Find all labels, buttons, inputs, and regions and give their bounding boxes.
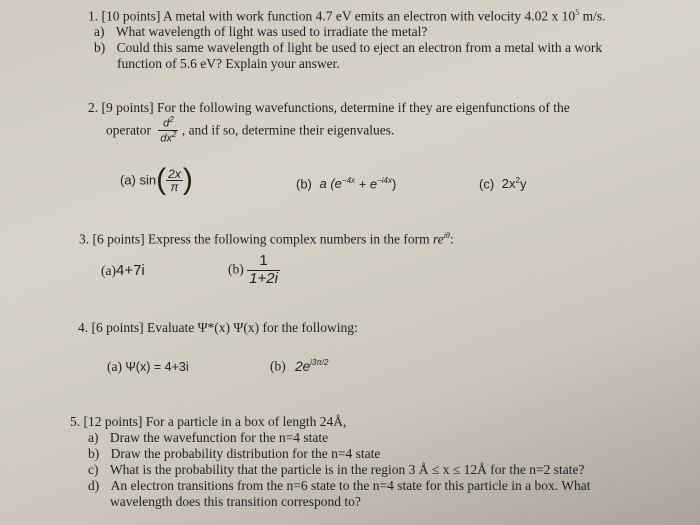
q5-d-text-1: An electron transitions from the n=6 state to the n=4 state for this particle in a box. What [110, 478, 591, 493]
q5-c-label: c) [88, 462, 99, 477]
q2-op-numerator: d [163, 117, 170, 130]
q2-a-fraction [166, 168, 183, 193]
q2-b-expr-mid: + e [355, 176, 378, 192]
q1-a-text: What wavelength of light was used to irradiate the metal? [115, 24, 428, 39]
q3-form-tail: : [449, 231, 454, 247]
q5-part-a [88, 430, 328, 446]
q4-b-exp: i3π/2 [310, 358, 329, 367]
q1-exponent: 5 [575, 8, 580, 17]
q1-number: 1. [88, 8, 99, 24]
q2-b-label: (b) [296, 176, 312, 192]
question-1 [88, 8, 605, 25]
q4-number: 4. [78, 320, 89, 335]
q5-stem: [12 points] For a particle in a box of length 24Å, [83, 414, 347, 429]
q3-part-b [228, 253, 280, 287]
q2-a-numerator: 2x [168, 166, 181, 181]
q3-b-label: (b) [228, 261, 244, 277]
q4-b-value: 2e [295, 358, 311, 374]
q4-stem: [6 points] Evaluate Ψ*(x) Ψ(x) for the following: [91, 320, 358, 335]
q2-op-num-exp: 2 [169, 115, 174, 124]
q2-operator-line [106, 116, 394, 144]
q5-c-text: What is the probability that the particle is in the region 3 Å ≤ x ≤ 12Å for the n=2 state? [109, 462, 585, 477]
q2-c-label: (c) [479, 176, 495, 192]
q2-b-close: ) [392, 176, 397, 192]
question-5 [70, 414, 346, 430]
q1-part-a [94, 24, 427, 40]
q3-b-fraction [247, 253, 280, 287]
q4-a-label: (a) [107, 359, 122, 374]
q2-c-expr-pre: 2x [501, 176, 516, 192]
q2-c-exp: 2 [515, 176, 520, 185]
q5-part-b [88, 446, 380, 462]
q5-d-label: d) [88, 478, 100, 493]
q2-part-c [479, 176, 526, 191]
q3-stem: [6 points] Express the following complex numbers in the form [92, 231, 433, 247]
q5-a-label: a) [88, 430, 99, 445]
q2-op-den-exp: 2 [171, 129, 177, 139]
q1-b-label: b) [94, 40, 106, 55]
q4-a-value: Ψ(x) = 4+3i [125, 360, 189, 374]
q5-a-text: Draw the wavefunction for the n=4 state [109, 430, 329, 445]
q2-a-label: (a) [120, 172, 136, 188]
q3-b-denominator: 1+2i [249, 269, 278, 287]
question-4 [78, 320, 358, 336]
q5-part-d [88, 478, 590, 494]
q5-b-text: Draw the probability distribution for the n=4 state [110, 446, 381, 461]
q2-number: 2. [88, 100, 99, 115]
q2-operator-fraction [158, 116, 178, 144]
q3-form-exp: iθ [443, 231, 450, 240]
q4-b-label: (b) [270, 358, 286, 374]
q1-stem: [10 points] A metal with work function 4.7 eV emits an electron with velocity 4.02 x 10 [101, 8, 576, 24]
q2-operator-word: operator [106, 122, 151, 138]
q3-form: re [432, 231, 444, 247]
q3-b-numerator: 1 [247, 253, 280, 271]
q3-number: 3. [79, 231, 90, 247]
q2-stem: [9 points] For the following wavefunctions, determine if they are eigenfunctions of the [101, 100, 570, 115]
q2-b-exp-1: −4x [341, 176, 356, 185]
q2-op-denominator: dx [160, 132, 172, 145]
q2-part-b [296, 176, 396, 191]
q1-b-text-2: function of 5.6 eV? Explain your answer. [117, 56, 340, 71]
q2-c-tail: y [519, 176, 527, 192]
q2-b-exp-2: −i4x [377, 176, 392, 185]
q5-d-text-2: wavelength does this transition correspond to? [110, 494, 361, 509]
q2-operator-tail: , and if so, determine their eigenvalues. [181, 122, 395, 138]
q2-a-function: sin [139, 172, 157, 188]
q3-a-value: 4+7i [115, 262, 145, 279]
q3-a-label: (a) [101, 263, 116, 278]
q4-part-a [107, 359, 189, 375]
q1-part-b [94, 40, 602, 56]
q1-b-text-1: Could this same wavelength of light be used to eject an electron from a metal with a work [116, 40, 603, 55]
q4-part-b [270, 358, 328, 375]
q1-a-label: a) [94, 24, 105, 39]
question-2 [88, 100, 570, 116]
q2-b-expr-pre: a (e [319, 176, 342, 192]
worksheet-page [40, 0, 680, 525]
q3-part-a [101, 262, 145, 279]
q5-number: 5. [70, 414, 81, 429]
question-3 [79, 231, 454, 248]
q2-part-a: (a) sin( $\frac{2x}{\pi}$ ) [120, 163, 193, 196]
q5-b-label: b) [88, 446, 100, 461]
q1-stem-tail: m/s. [579, 8, 606, 24]
q5-part-c [88, 462, 584, 478]
q2-a-denominator: π [170, 179, 179, 194]
